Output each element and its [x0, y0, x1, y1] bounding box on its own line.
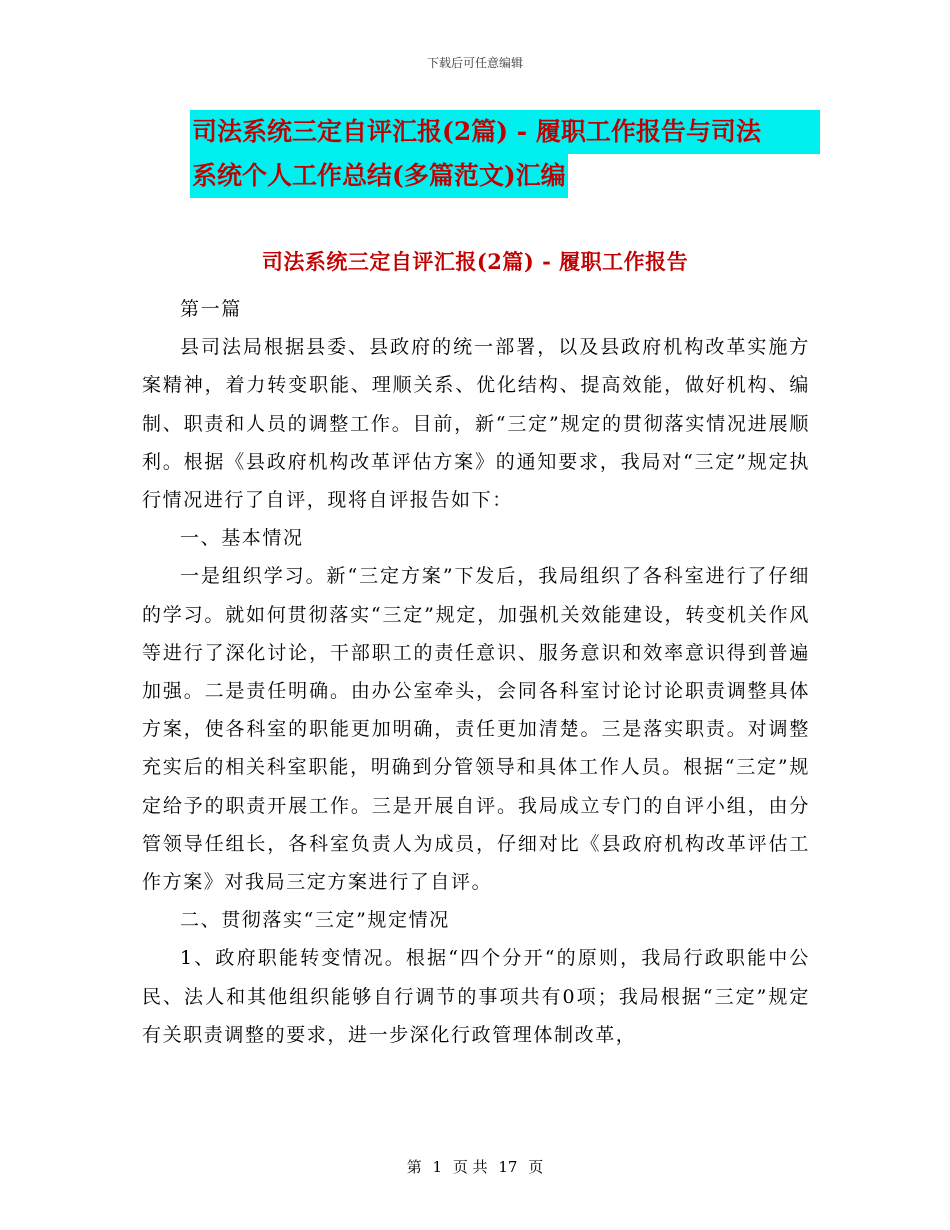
paragraph-basic-details: 一是组织学习。新“三定方案”下发后，我局组织了各科室进行了仔细的学习。就如何贯彻落实“三定”规定，加强机关效能建设，转变机关作风等进行了深化讨论，干部职工的责任意识、服务意识和效率意识得到普遍加强。二是责任明确。由办公室牵头，会同各科室讨论讨论职责调整具体方案，使各科室的职能更加明确，责任更加清楚。三是落实职责。对调整充实后的相关科室职能，明确到分管领导和具体工作人员。根据“三定”规定给予的职责开展工作。三是开展自评。我局成立专门的自评小组，由分管领导任组长，各科室负责人为成员，仔细对比《县政府机构改革评估工作方案》对我局三定方案进行了自评。 [142, 565, 810, 894]
footer-total-pages: 17 [498, 1158, 518, 1176]
paragraph-intro: 县司法局根据县委、县政府的统一部署，以及县政府机构改革实施方案精神，着力转变职能、理顺关系、优化结构、提高效能，做好机构、编制、职责和人员的调整工作。目前，新“三定”规定的贯彻落实情况进展顺利。根据《县政府机构改革评估方案》的通知要求，我局对“三定”规定执行情况进行了自评，现将自评报告如下： [142, 336, 810, 512]
paragraph-chapter-label: 第一篇 [180, 298, 242, 320]
document-title-line-2: 系统个人工作总结(多篇范文)汇编 [190, 154, 568, 198]
page-footer [0, 1156, 950, 1177]
footer-page-number: 1 [432, 1158, 443, 1176]
footer-prefix: 第 [406, 1158, 422, 1176]
paragraph-heading-implementation: 二、贯彻落实“三定”规定情况 [180, 909, 450, 932]
page-header: 下载后可任意编辑 [426, 56, 523, 70]
document-title [190, 110, 820, 198]
footer-suffix: 页 [528, 1158, 544, 1176]
paragraph-heading-basic: 一、基本情况 [180, 527, 304, 550]
document-title-line-1: 司法系统三定自评汇报(2篇) - 履职工作报告与司法 [190, 110, 820, 154]
body-text [142, 290, 810, 1054]
section-title: 司法系统三定自评汇报(2篇) - 履职工作报告 [261, 249, 689, 274]
footer-middle: 页 共 [452, 1158, 488, 1176]
paragraph-function-change: 1、政府职能转变情况。根据“四个分开“的原则，我局行政职能中公民、法人和其他组织能够自行调节的事项共有0项；我局根据“三定”规定有关职责调整的要求，进一步深化行政管理体制改革， [142, 947, 810, 1046]
